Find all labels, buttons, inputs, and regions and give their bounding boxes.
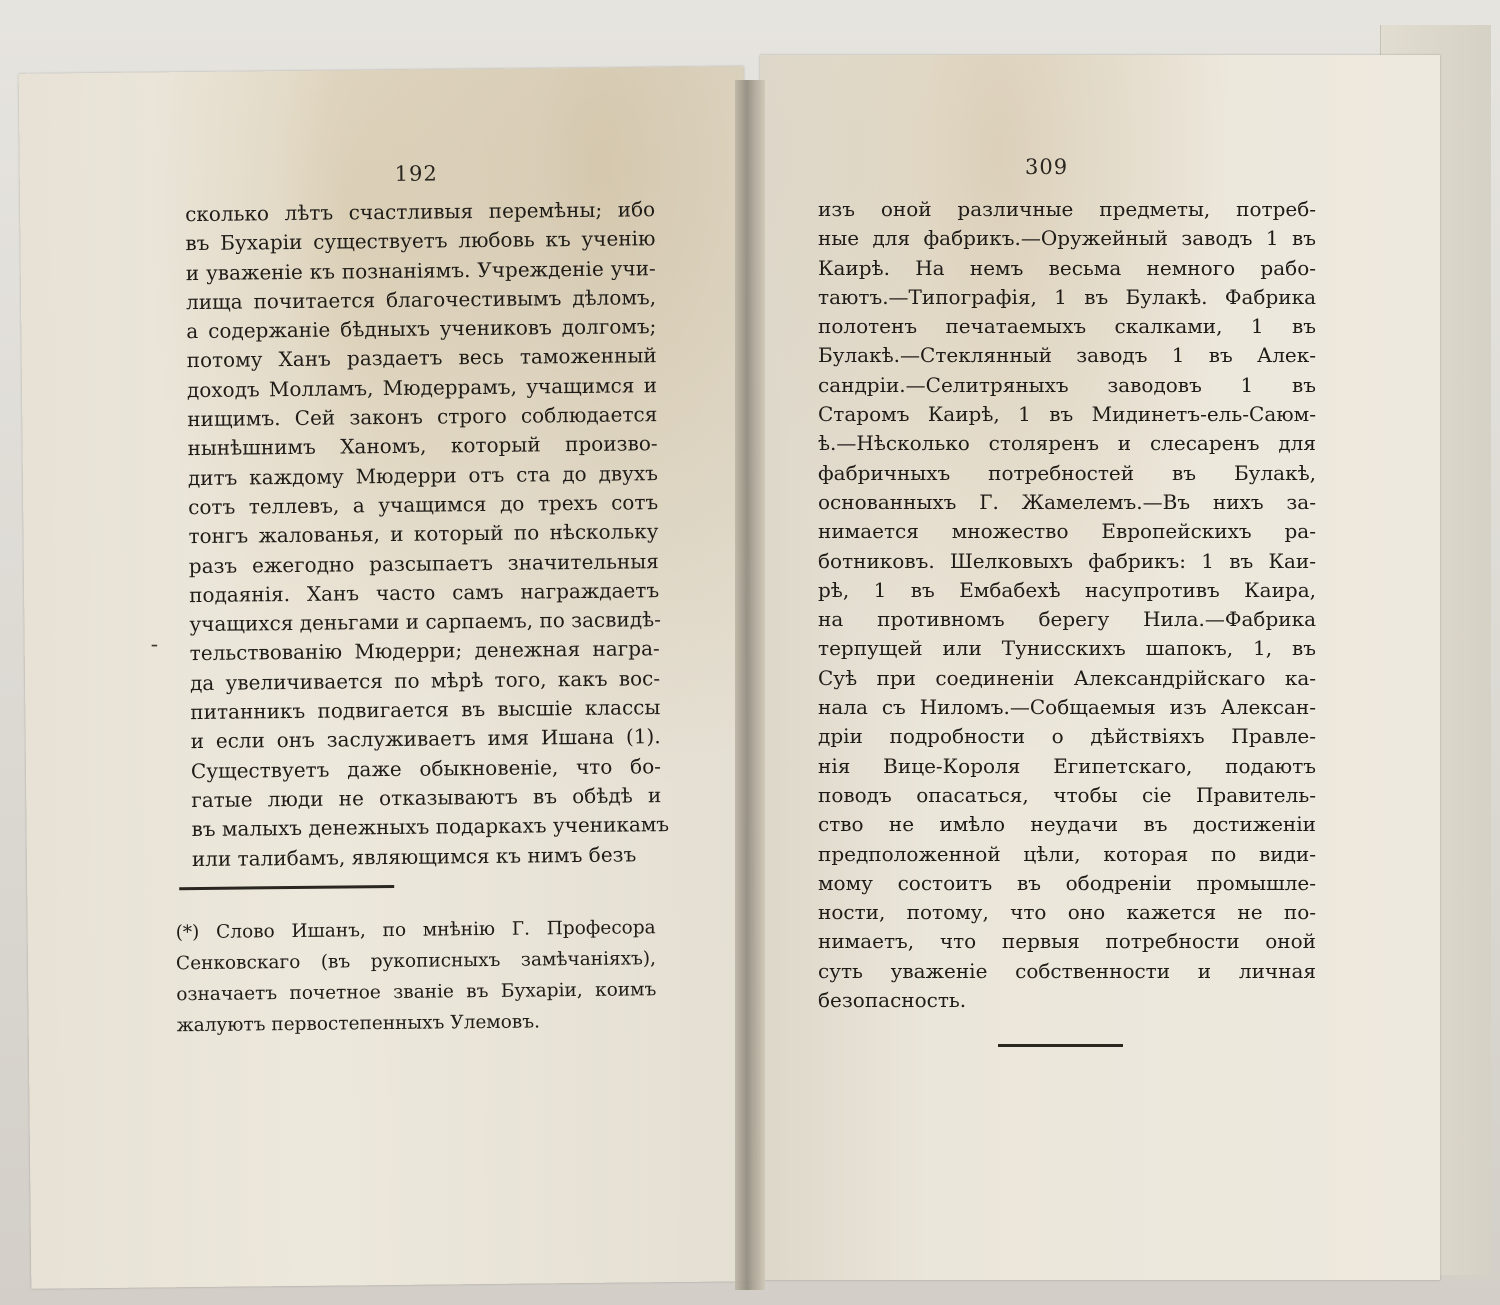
text-line: рѣ, 1 въ Ембабехѣ насупротивъ Каира, [818, 577, 1316, 602]
text-line: нія Вице-Короля Египетскаго, подаютъ [818, 753, 1316, 778]
text-line: Старомъ Каирѣ, 1 въ Мидинетъ-ель-Саюм- [818, 402, 1316, 427]
text-line: разъ ежегодно разсыпаетъ значительныя [188, 548, 659, 578]
text-line: таютъ.—Типографія, 1 въ Булакѣ. Фабрика [818, 284, 1316, 309]
text-line: безопасность. [818, 988, 967, 1013]
text-line: изъ оной различные предметы, потреб- [818, 197, 1316, 221]
footnote-line: Сенковскаго (въ рукописныхъ замѣчаніяхъ), [175, 948, 657, 975]
text-line: да увеличивается по мѣрѣ того, какъ вос- [189, 665, 661, 695]
text-line: питанникъ подвигается въ высшіе классы [190, 695, 661, 725]
text-line: Булакѣ.—Стеклянный заводъ 1 въ Алек- [818, 343, 1316, 368]
text-line: ѣ.—Нѣсколько столяренъ и слесаренъ для [818, 431, 1316, 456]
text-line: въ Бухаріи существуетъ любовь къ ученію [185, 226, 656, 256]
text-line: въ малыхъ денежныхъ подаркахъ ученикамъ [191, 812, 670, 842]
right-page [760, 55, 1440, 1280]
book-spine [735, 80, 765, 1290]
footnote-rule [179, 885, 394, 890]
text-line: фабричныхъ потребностей въ Булакѣ, [818, 460, 1316, 485]
text-line: и уваженіе къ познаніямъ. Учрежденіе учи- [185, 255, 656, 285]
text-line: суть уваженіе собственности и личная [818, 958, 1316, 983]
footnote-line: (*) Слово Ишанъ, по мнѣнію Г. Професора [175, 917, 656, 944]
text-line: или талибамъ, являющимся къ нимъ безъ [191, 841, 637, 871]
text-line: лища почитается благочестивымъ дѣломъ, [185, 285, 657, 314]
footnote-line: означаетъ почетное званіе въ Бухаріи, коимъ [176, 979, 657, 1006]
text-line: основанныхъ Г. Жамелемъ.—Въ нихъ за- [818, 489, 1316, 514]
text-line: на противномъ берегу Нила.—Фабрика [818, 607, 1316, 632]
text-line: нимается множество Европейскихъ ра- [818, 519, 1316, 544]
text-line: ные для фабрикъ.—Оружейный заводъ 1 въ [818, 226, 1316, 251]
left-footnote [175, 912, 656, 1041]
right-page-number: 309 [1025, 155, 1069, 179]
text-line: сандріи.—Селитряныхъ заводовъ 1 въ [818, 372, 1316, 397]
text-line: дитъ каждому Мюдерри отъ ста до двухъ [187, 460, 658, 490]
text-line: ство не имѣло неудачи въ достиженіи [818, 812, 1316, 837]
text-line: нимаетъ, что первыя потребности оной [818, 929, 1316, 954]
text-line: тельствованію Мюдерри; денежная награ- [189, 636, 660, 666]
text-line: Суѣ при соединеніи Александрійскаго ка- [818, 665, 1316, 690]
left-page-body [185, 195, 670, 874]
text-line: сотъ теллевъ, а учащимся до трехъ сотъ [188, 490, 659, 520]
text-line: учащихся деньгами и сарпаемъ, по засвидѣ- [189, 607, 662, 637]
left-page [19, 66, 757, 1289]
text-line: потому Ханъ раздаетъ весь таможенный [186, 343, 657, 373]
text-line: предположенной цѣли, которая по види- [818, 841, 1316, 866]
text-line: нищимъ. Сей законъ строго соблюдается [187, 402, 658, 432]
text-line: нала съ Ниломъ.—Собщаемыя изъ Алексан- [818, 695, 1316, 720]
text-line: терпущей или Тунисскихъ шапокъ, 1, въ [818, 636, 1316, 661]
text-line: тонгъ жалованья, и который по нѣскольку [188, 519, 659, 549]
text-line: ботниковъ. Шелковыхъ фабрикъ: 1 въ Каи- [818, 548, 1316, 573]
text-line: мому состоитъ въ ободреніи промышле- [818, 870, 1316, 895]
text-line: полотенъ печатаемыхъ скалками, 1 въ [818, 314, 1316, 339]
text-line: поводъ опасаться, чтобы сіе Правитель- [818, 782, 1316, 807]
end-rule [998, 1044, 1123, 1047]
text-line: доходъ Молламъ, Мюдеррамъ, учащимся и [186, 372, 658, 402]
text-line: Существуетъ даже обыкновеніе, что бо- [190, 753, 662, 783]
margin-mark: - [150, 632, 159, 658]
left-page-number: 192 [394, 161, 438, 186]
text-line: Каирѣ. На немъ весьма немного рабо- [818, 255, 1316, 280]
text-line: нынѣшнимъ Ханомъ, который произво- [187, 431, 658, 461]
text-line: гатые люди не отказываютъ въ обѣдѣ и [191, 783, 662, 812]
right-page-body [818, 195, 1316, 1015]
text-line: а содержаніе бѣдныхъ учениковъ долгомъ; [186, 314, 657, 344]
footnote-line: жалуютъ первостепенныхъ Улемовъ. [176, 1011, 541, 1037]
text-line: ности, потому, что оно кажется не по- [818, 900, 1316, 925]
text-line: и если онъ заслуживаетъ имя Ишана (1). [190, 724, 661, 754]
text-line: дріи подробности о дѣйствіяхъ Правле- [818, 724, 1316, 749]
text-line: подаянія. Ханъ часто самъ награждаетъ [188, 578, 660, 607]
text-line: сколько лѣтъ счастливыя перемѣны; ибо [185, 197, 656, 227]
